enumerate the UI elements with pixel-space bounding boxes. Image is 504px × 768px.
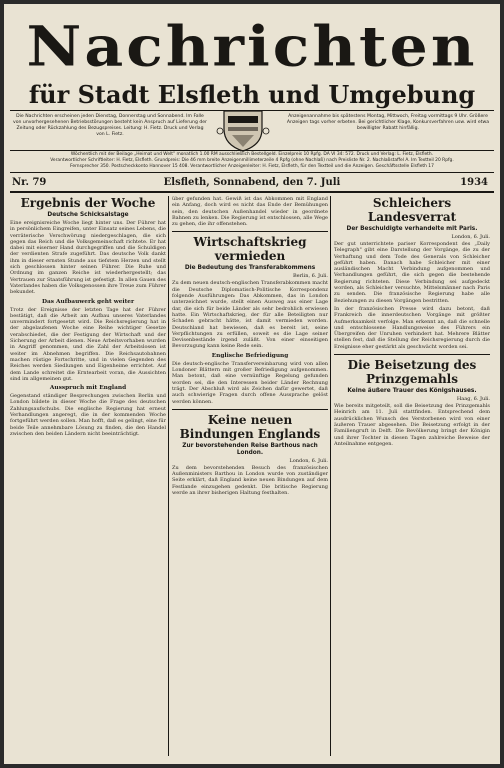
headline: Keine neuen Bindungen Englands <box>179 412 321 441</box>
masthead-title: Nachrichten <box>26 14 478 80</box>
article-text: über gefunden hat. Gewiß ist das Abkommen mit England ein Anfang, doch wird es nicht das Ende der Bemühungen sein, den deutschen Außenhandel wieder in geordnete Bahnen zu lenken. Die Regierung ist entschlossen, alle Wege zu gehen, die ihr offenstehen. <box>172 196 328 228</box>
subheading: Zur bevorstehenden Reise Barthous nach London. <box>182 442 318 456</box>
column-middle <box>172 196 328 760</box>
article-text: Zu dem bevorstehenden Besuch des französischen Außenministers Barthou in London wurde von zuständiger Seite erklärt, daß England keine neuen Bindungen auf dem Festlande einzugehen gedenkt. Die britische Regierung werde an ihrer bisherigen Haltung festhalten. <box>172 464 328 497</box>
divider <box>10 191 494 193</box>
masthead-subtitle: für Stadt Elsfleth und Umgebung <box>28 80 476 109</box>
subheading: Der Beschuldigte verhandelte mit Paris. <box>346 226 478 232</box>
publication-info: Die Nachrichten erscheinen jeden Dienstag, Donnerstag und Sonnabend. Im Falle von unvorhergesehenen Betriebsstörungen besteht kein Anspruch auf Lieferung der Zeitung oder Rückzahlung des Bezugspreises. Leitung: H. Fietz. Druck und Verlag von L. Fietz. <box>13 114 207 137</box>
headline: Wirtschaftskrieg vermieden <box>193 235 307 264</box>
article-text: Die deutsch-englische Transfervereinbarung wird von allen Londoner Blättern mit großer Befriedigung aufgenommen. Man betont, daß eine vernünftige Regelung gefunden worden sei, die den Interessen beider Länder Rechnung trägt. Der Abschluß wird als Zeichen dafür gewertet, daß auch schwierige Fragen durch offene Aussprache gelöst werden können. <box>172 360 328 405</box>
newspaper-page <box>4 4 500 764</box>
article-text: Trotz der Ereignisse der letzten Tage hat der Führer bestätigt, daß die Arbeit am Aufbau unseres Vaterlandes unvermindert fortgesetzt wird. Die Reichsregierung hat in der abgelaufenen Woche eine Reihe wichtiger Gesetze verabschiedet, die der Festigung der Wirtschaft und der Sicherung der Arbeit dienen. Neue Arbeitsvorhaben wurden in Angriff genommen, und die Zahl der Arbeitslosen ist weiter im Abnehmen begriffen. Die Reichsautobahnen machen rüstige Fortschritte, und in vielen Gegenden des Reiches werden Siedlungen und Eigenheime errichtet. Auf dem Lande schreitet die Erntearbeit voran, die Aussichten sind im allgemeinen gut. <box>10 306 166 382</box>
advertising-info: Anzeigenannahme bis spätestens Montag, Mittwoch, Freitag vormittags 9 Uhr. Größere Anzeigen tags vorher erbeten. Bei gerichtlicher Klage, Konkursverfahren usw. wird etwa bewilligter Rabatt hinfällig. <box>286 114 490 131</box>
column-rule <box>330 196 331 756</box>
contact-line: Fernsprecher 350. Postscheckkonto Hannover 15 408. Verantwortlicher Anzeigenleiter: H. Fietz, Elsfleth, für den Textteil und die Anzeigen. Geschäftsstelle Elsfleth 17 <box>70 164 434 169</box>
column-left <box>10 196 166 760</box>
subheading: Keine äußere Trauer des Königshauses. <box>347 388 477 395</box>
divider <box>334 354 490 355</box>
article-text: In der französischen Presse wird dazu betont, daß Frankreich die innerdeutschen Vorgänge mit größter Aufmerksamkeit verfolge. Man erkennt an, daß die schnelle und entschlossene Handlungsweise des Führers ein Übergreifen der Unruhen verhindert hat. Mehrere Blätter stellen fest, daß die Stellung der Reichsregierung durch die Ereignisse eher gestärkt als geschwächt worden sei. <box>334 305 490 350</box>
subscription-line: Wöchentlich mit der Beilage „Heimat und Welt" monatlich 1.00 RM ausschließlich Bestellgeld. Einzelpreis 10 Rpfg. DA VI 34: 572. Druck und Verlag: L. Fietz, Elsfleth. <box>70 152 434 157</box>
divider <box>10 172 494 173</box>
subheading: Die Bedeutung des Transferabkommens <box>184 265 316 272</box>
article-text: Zu dem neuen deutsch-englischen Transferabkommen macht die Deutsche Diplomatisch-Politische Korrespondenz folgende Ausführungen: Das Abkommen, das in London unterzeichnet wurde, stellt einen Ausweg aus einer Lage dar, die sich für beide Länder als sehr bedrohlich erwiesen hatte. Ein Wirtschaftskrieg, der für alle Beteiligten nur Schaden gebracht hätte, ist damit vermieden worden. Deutschland hat bewiesen, daß es bereit ist, seine Verpflichtungen zu erfüllen, soweit es die Lage seiner Devisenbestände irgend zuläßt. Von einer einseitigen Bevorzugung kann keine Rede sein. <box>172 280 328 350</box>
headline: Ergebnis der Woche <box>20 196 156 210</box>
dateline-place: Berlin, 6. Juli. <box>293 273 328 280</box>
dateline-place: London, 6. Juli. <box>451 234 490 240</box>
subheading: Deutsche Schicksalstage <box>47 212 129 218</box>
article-text: Eine ereignisreiche Woche liegt hinter uns. Der Führer hat in persönlichem Eingreifen, unter Einsatz seines Lebens, die verräterische Verschwörung niedergeschlagen, die sich gegen das Reich und die Volksgemeinschaft richtete. Er hat dabei mit eiserner Hand durchgegriffen und die Schuldigen der verdienten Strafe zugeführt. Das deutsche Volk dankt ihm in dieser ernsten Stunde aus tiefstem Herzen und stellt sich geschlossen hinter seinen Führer. Die Ruhe und Ordnung im ganzen Reiche ist wiederhergestellt; das Vertrauen zur Staatsführung ist gefestigt. In allen Gauen des Vaterlandes haben die Volksgenossen ihre Treue zum Führer bekundet. <box>10 220 166 296</box>
article-text: Der gut unterrichtete pariser Korrespondent des „Daily Telegraph" gibt eine Darstellung der Vorgänge, die zu der Verhaftung und dem Tode des Generals von Schleicher geführt haben. Danach habe Schleicher mit einer ausländischen Macht Verbindung aufgenommen und Verhandlungen geführt, die sich gegen die bestehende Regierung richteten. Diese Verbindung sei aufgedeckt worden, als Schleicher versuchte, Mittelsmänner nach Paris zu senden. Die französische Regierung habe alle Beziehungen zu diesen Vorgängen bestritten. <box>334 241 490 304</box>
editor-line: Verantwortlicher Schriftleiter: H. Fietz, Elsfleth. Grundpreis: Die 46 mm breite Anzeigenmillimeterzeile 4 Rpfg (ohne Nachlaß) nach Preisliste Nr. 2. Nachlaßstaffel A. Im Textteil 20 Rpfg. <box>50 158 454 163</box>
column-right <box>334 196 490 760</box>
headline: Die Beisetzung des Prinzgemahls <box>347 358 477 387</box>
subheading: Englische Befriedigung <box>211 352 289 359</box>
divider <box>10 150 494 151</box>
subheading: Ausspruch mit England <box>49 385 127 392</box>
article-text: Gegenstand ständiger Besprechungen zwischen Berlin und London bildete in dieser Woche die Frage des deutschen Zahlungsaufschubs. Die englische Regierung hat erneut Verhandlungen angeregt, die in der kommenden Woche fortgeführt werden sollen. Man hofft, daß es gelingt, eine für beide Teile annehmbare Lösung zu finden, die den Handel zwischen den beiden Ländern nicht beeinträchtigt. <box>10 393 166 437</box>
issue-date: Elsfleth, Sonnabend, den 7. Juli <box>163 177 341 188</box>
divider <box>172 231 328 232</box>
issue-number: Nr. 79 <box>12 177 47 188</box>
article-text: Wie bereits mitgeteilt, soll die Beisetzung des Prinzgemahls Heinrich am 11. Juli stattfinden. Entsprechend dem ausdrücklichen Wunsch des Verstorbenen wird von einer äußeren Trauer abgesehen. Die Beisetzung erfolgt in der Familiengruft in Delft. Die Bevölkerung bringt der Königin und ihrer Tochter in diesen Tagen zahlreiche Beweise der Anteilnahme entgegen. <box>334 403 490 447</box>
dateline <box>10 176 494 190</box>
dateline-place: Haag, 6. Juli. <box>456 396 490 403</box>
dateline-place: London, 6. Juli. <box>289 457 328 464</box>
divider <box>172 409 328 410</box>
column-rule <box>168 196 169 756</box>
issue-year: 1934 <box>460 177 488 188</box>
headline: Schleichers Landesverrat <box>367 196 457 224</box>
subheading: Das Aufbauwerk geht weiter <box>41 298 134 305</box>
coat-of-arms-icon <box>216 107 270 153</box>
